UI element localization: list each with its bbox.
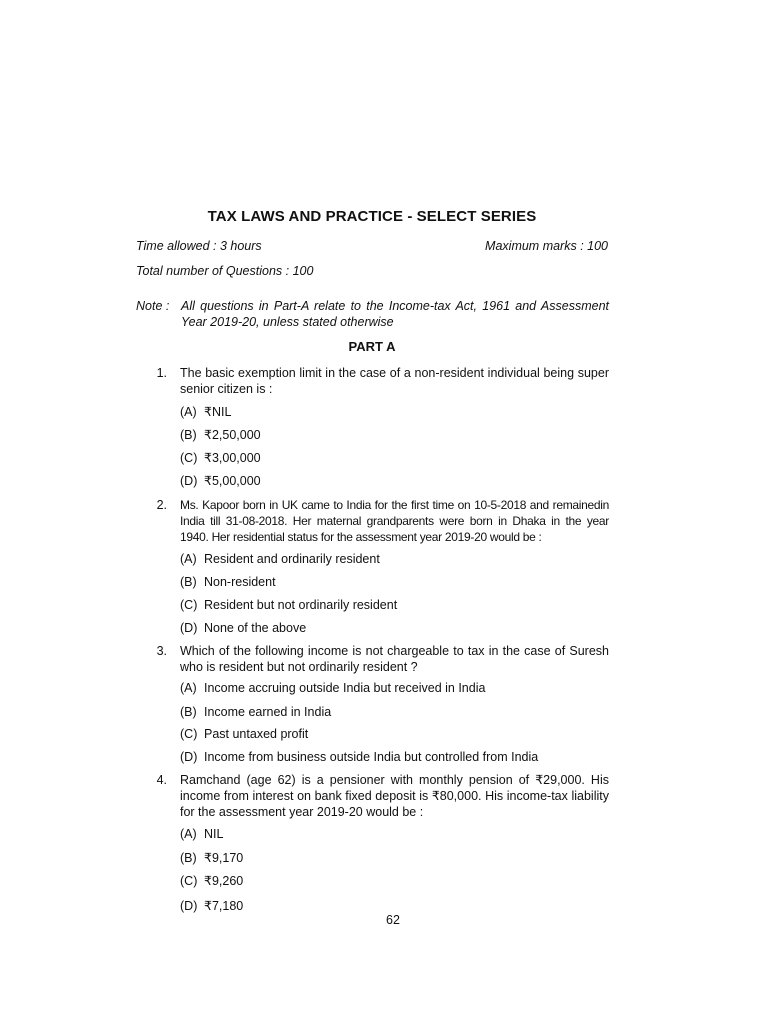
- question-option: [180, 726, 308, 742]
- question-text: Ms. Kapoor born in UK came to India for the first time on 10-5-2018 and remainedin India till 31-08-2018. Her maternal grandparents were born in Dhaka in the year 1940. Her residential status for the assessment year 2019-20 would be :: [180, 498, 609, 544]
- option-letter: (C): [180, 598, 198, 612]
- page-number: 62: [386, 913, 400, 927]
- option-letter: (D): [180, 474, 198, 488]
- time-allowed: Time allowed : 3 hours: [136, 239, 262, 253]
- option-text: ₹NIL: [204, 405, 232, 419]
- option-text: None of the above: [204, 621, 307, 635]
- option-text: Income from business outside India but controlled from India: [204, 750, 539, 764]
- note-label: Note :: [136, 299, 170, 313]
- option-text: ₹7,180: [204, 899, 244, 913]
- option-letter: (D): [180, 621, 198, 635]
- option-text: NIL: [204, 827, 224, 841]
- question-option: [180, 850, 243, 866]
- option-text: ₹9,170: [204, 851, 244, 865]
- question-option: [180, 826, 223, 842]
- option-letter: (C): [180, 727, 198, 741]
- document-title: TAX LAWS AND PRACTICE - SELECT SERIES: [207, 208, 537, 225]
- part-title: PART A: [348, 339, 396, 354]
- question-option: [180, 427, 261, 443]
- option-letter: (D): [180, 899, 198, 913]
- question-number: 2.: [156, 498, 167, 512]
- question-option: [180, 450, 261, 466]
- note-text: All questions in Part-A relate to the Income-tax Act, 1961 and Assessment Year 2019-20, unless stated otherwise: [181, 299, 609, 329]
- option-letter: (C): [180, 874, 198, 888]
- maximum-marks: Maximum marks : 100: [485, 239, 608, 253]
- option-letter: (A): [180, 552, 197, 566]
- option-text: Non-resident: [204, 575, 276, 589]
- question-option: [180, 680, 485, 696]
- option-text: Income earned in India: [204, 705, 332, 719]
- option-text: Income accruing outside India but received in India: [204, 681, 486, 695]
- option-text: ₹2,50,000: [204, 428, 261, 442]
- question-option: [180, 749, 538, 765]
- question-text: Ramchand (age 62) is a pensioner with monthly pension of ₹29,000. His income from interest on bank fixed deposit is ₹80,000. His income-tax liability for the assessment year 2019-20 would be :: [180, 773, 609, 819]
- option-letter: (B): [180, 575, 197, 589]
- option-letter: (B): [180, 851, 197, 865]
- question-number: 4.: [156, 773, 167, 787]
- question-option: [180, 704, 331, 720]
- question-option: [180, 574, 276, 590]
- option-letter: (A): [180, 827, 197, 841]
- question-option: [180, 620, 306, 636]
- total-questions: Total number of Questions : 100: [136, 264, 314, 278]
- option-text: Resident but not ordinarily resident: [204, 598, 398, 612]
- option-letter: (A): [180, 405, 197, 419]
- option-letter: (B): [180, 428, 197, 442]
- question-option: [180, 473, 261, 489]
- option-letter: (A): [180, 681, 197, 695]
- question-text: The basic exemption limit in the case of a non-resident individual being super senior citizen is :: [180, 366, 609, 396]
- option-text: ₹3,00,000: [204, 451, 261, 465]
- option-text: ₹5,00,000: [204, 474, 261, 488]
- question-option: [180, 551, 380, 567]
- question-text: Which of the following income is not chargeable to tax in the case of Suresh who is resident but not ordinarily resident ?: [180, 644, 609, 674]
- option-text: Past untaxed profit: [204, 727, 309, 741]
- question-number: 1.: [156, 366, 167, 380]
- question-option: [180, 597, 397, 613]
- option-letter: (C): [180, 451, 198, 465]
- option-text: ₹9,260: [204, 874, 244, 888]
- question-option: [180, 873, 243, 889]
- option-letter: (B): [180, 705, 197, 719]
- option-text: Resident and ordinarily resident: [204, 552, 380, 566]
- question-option: [180, 404, 231, 420]
- option-letter: (D): [180, 750, 198, 764]
- question-number: 3.: [156, 644, 167, 658]
